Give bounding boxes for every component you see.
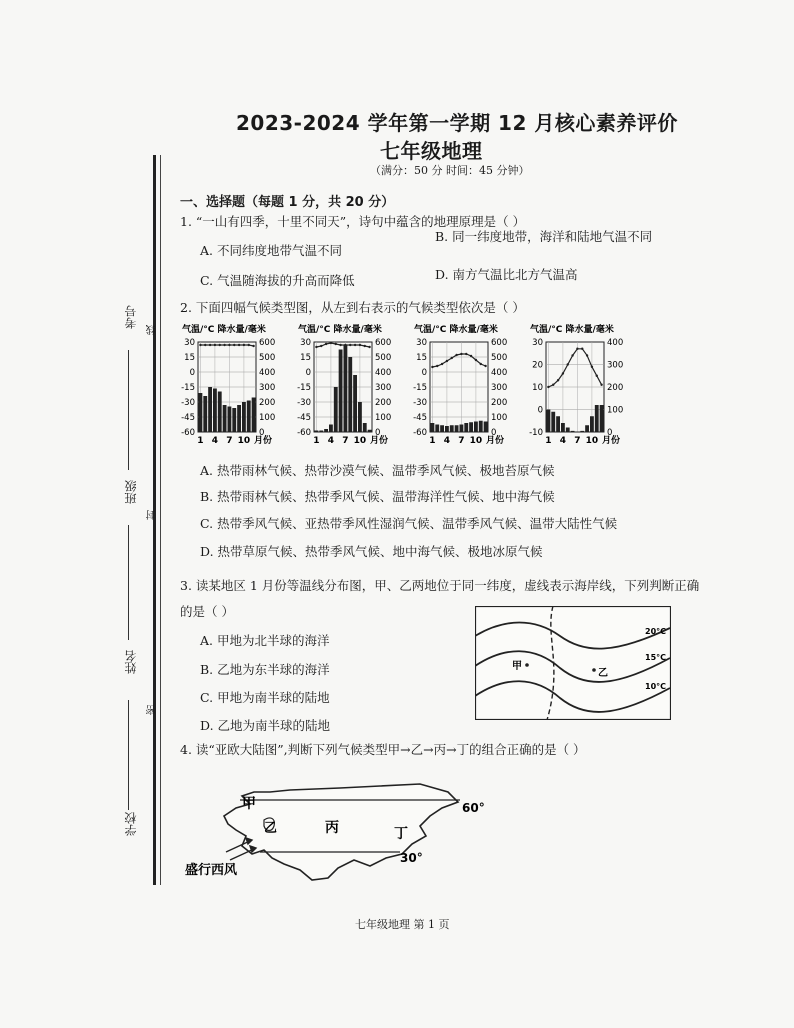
chart-3-ytick-left: 15 (416, 353, 427, 363)
chart-3-precip-bar (464, 423, 468, 432)
chart-2-ytick-left: -60 (297, 428, 311, 438)
chart-4-ytick-left: 10 (532, 383, 543, 393)
binding-line-thick (153, 155, 156, 885)
chart-2-xtick: 1 (313, 436, 320, 446)
chart-1-temp-point (209, 344, 211, 346)
point-yi-label: 乙 (598, 668, 608, 679)
chart-1-temp-point (243, 344, 245, 346)
chart-4-temp-point (547, 386, 549, 388)
chart-4-temp-line (548, 349, 601, 387)
point-jia-label: 甲 (512, 661, 522, 672)
q1-option-c[interactable]: C. 气温随海拔的升高而降低 (200, 273, 355, 288)
q1-option-d[interactable]: D. 南方气温比北方气温高 (435, 267, 578, 282)
iso10-label: 10°C (645, 682, 667, 691)
chart-3-precip-bar (455, 425, 459, 432)
chart-2-precip-bar (348, 357, 352, 432)
chart-2-ytick-left: 0 (305, 368, 311, 378)
chart-2-ytick-left: -45 (297, 413, 311, 423)
chart-2-temp-point (364, 345, 366, 347)
chart-1-temp-point (219, 344, 221, 346)
chart-2-ytick-right: 400 (375, 368, 392, 378)
chart-4-temp-point (591, 366, 593, 368)
chart-2-ytick-right: 200 (375, 398, 392, 408)
point-bing-label: 丙 (325, 820, 339, 836)
chart-1-precip-bar (218, 392, 222, 433)
blank-xingming (128, 700, 129, 810)
chart-4-temp-point (571, 354, 573, 356)
chart-4-ytick-left: -10 (529, 428, 543, 438)
chart-2-temp-line (316, 343, 369, 347)
isotherm-map (475, 606, 671, 720)
chart-3-ytick-right: 0 (491, 428, 497, 438)
chart-1-ytick-left: 30 (184, 338, 195, 348)
chart-3-precip-bar (445, 426, 449, 432)
chart-1-temp-point (204, 344, 206, 346)
chart-4-ytick-right: 200 (607, 383, 624, 393)
eurasia-map (180, 778, 500, 888)
westerly-label: 盛行西风 (185, 863, 238, 878)
chart-1-ytick-left: -30 (181, 398, 195, 408)
chart-1-precip-bar (228, 407, 232, 433)
chart-4-precip-bar (561, 423, 565, 432)
chart-2-temp-point (315, 346, 317, 348)
chart-1-xtick: 4 (211, 436, 219, 446)
chart-2-temp-point (349, 344, 351, 346)
lat60-label: 60° (462, 801, 485, 815)
q3-option-b[interactable]: B. 乙地为东半球的海洋 (200, 662, 330, 677)
chart-1-ytick-right: 300 (259, 383, 276, 393)
q1-stem: 1. “一山有四季，十里不同天”，诗句中蕴含的地理原理是（ ） (180, 214, 526, 229)
q4-stem: 4. 读“亚欧大陆图”,判断下列气候类型甲→乙→丙→丁的组合正确的是（ ） (180, 742, 586, 757)
chart-4-precip-bar (551, 412, 555, 432)
chart-2-ytick-left: -15 (297, 383, 311, 393)
chart-4-temp-point (562, 372, 564, 374)
chart-4-temp-point (596, 375, 598, 377)
chart-1-precip-bar (199, 393, 203, 432)
chart-2-title: 气温/°C 降水量/毫米 (298, 325, 382, 335)
chart-3-temp-line (432, 354, 485, 367)
q1-option-b[interactable]: B. 同一纬度地带，海洋和陆地气温不同 (435, 229, 653, 244)
chart-3-ytick-right: 200 (491, 398, 508, 408)
chart-1-ytick-left: 0 (189, 368, 195, 378)
chart-1-precip-bar (213, 389, 217, 433)
chart-1-ytick-left: -60 (181, 428, 195, 438)
chart-3-ytick-left: 30 (416, 338, 427, 348)
chart-3-xlabel: 月份 (486, 436, 505, 446)
chart-1-temp-point (238, 344, 240, 346)
chart-2-precip-bar (358, 402, 362, 432)
chart-2-temp-point (339, 344, 341, 346)
label-kaohao: 考号 (124, 305, 138, 329)
chart-3-xtick: 10 (469, 436, 483, 446)
chart-4-ytick-left: 30 (532, 338, 543, 348)
chart-4-temp-point (586, 354, 588, 356)
chart-3-ytick-right: 600 (491, 338, 508, 348)
chart-1-precip-bar (237, 405, 241, 432)
chart-2-temp-point (368, 346, 370, 348)
chart-3-ytick-right: 300 (491, 383, 508, 393)
chart-2-precip-bar (319, 431, 323, 433)
chart-4-precip-bar (571, 431, 575, 432)
chart-4-temp-point (567, 363, 569, 365)
chart-1-xtick: 7 (226, 436, 233, 446)
chart-1-ytick-right: 600 (259, 338, 276, 348)
chart-3-ytick-right: 500 (491, 353, 508, 363)
chart-3-title: 气温/°C 降水量/毫米 (414, 325, 498, 335)
q3-option-c[interactable]: C. 甲地为南半球的陆地 (200, 690, 330, 705)
chart-2-precip-bar (329, 425, 333, 433)
chart-4-temp-point (600, 384, 602, 386)
chart-2-precip-bar (363, 423, 367, 432)
chart-1-precip-bar (247, 401, 251, 433)
chart-4-precip-bar (600, 405, 604, 432)
chart-2-temp-point (335, 343, 337, 345)
chart-2-ytick-left: 15 (300, 353, 311, 363)
point-jia-label: 甲 (242, 796, 256, 812)
chart-3-ytick-right: 400 (491, 368, 508, 378)
chart-3-temp-point (455, 354, 457, 356)
chart-4-xtick: 1 (545, 436, 552, 446)
blank-banji (128, 525, 129, 640)
exam-title: 2023-2024 学年第一学期 12 月核心素养评价 (236, 111, 678, 135)
chart-2-temp-point (325, 343, 327, 345)
chart-1-precip-bar (242, 402, 246, 432)
chart-3-ytick-left: -45 (413, 413, 427, 423)
chart-3-precip-bar (469, 422, 473, 432)
chart-1-xtick: 1 (197, 436, 204, 446)
point-ding-label: 丁 (394, 826, 408, 842)
chart-3-ytick-left: -15 (413, 383, 427, 393)
chart-1-temp-point (248, 344, 250, 346)
label-xian: 线 (147, 325, 158, 335)
chart-3-temp-point (436, 365, 438, 367)
label-mi: 密 (147, 705, 158, 715)
chart-3-temp-point (470, 355, 472, 357)
chart-2-precip-bar (324, 429, 328, 432)
chart-4-xtick: 10 (585, 436, 599, 446)
chart-1-temp-point (199, 344, 201, 346)
chart-1-ytick-right: 500 (259, 353, 276, 363)
chart-4-ytick-right: 0 (607, 428, 613, 438)
chart-1-temp-point (214, 344, 216, 346)
chart-2-temp-point (354, 344, 356, 346)
westerly-arrows (226, 838, 256, 860)
chart-3-temp-point (446, 360, 448, 362)
binding-line-thin (160, 155, 161, 885)
chart-4-precip-bar (585, 425, 589, 432)
chart-3-precip-bar (484, 422, 488, 433)
chart-1-precip-bar (208, 387, 212, 432)
chart-2-ytick-right: 600 (375, 338, 392, 348)
chart-4-precip-bar (590, 416, 594, 432)
chart-2-ytick-right: 100 (375, 413, 392, 423)
chart-4-ytick-right: 400 (607, 338, 624, 348)
chart-1-ytick-right: 400 (259, 368, 276, 378)
chart-4-precip-bar (547, 410, 551, 433)
chart-2-temp-point (359, 344, 361, 346)
chart-3-precip-bar (450, 425, 454, 432)
chart-1-precip-bar (223, 405, 227, 432)
chart-2-temp-point (330, 342, 332, 344)
chart-3-precip-bar (460, 425, 464, 433)
chart-3-temp-point (451, 357, 453, 359)
chart-1-precip-bar (232, 408, 236, 432)
chart-1-ytick-right: 200 (259, 398, 276, 408)
chart-4-precip-bar (566, 428, 570, 433)
chart-3-xtick: 7 (458, 436, 465, 446)
q3-option-a[interactable]: A. 甲地为北半球的海洋 (200, 633, 330, 648)
chart-4-precip-bar (595, 405, 599, 432)
label-feng: 封 (147, 510, 158, 520)
lat30-label: 30° (400, 851, 423, 865)
chart-2-xtick: 4 (327, 436, 335, 446)
chart-2-precip-bar (334, 387, 338, 432)
chart-4-temp-point (552, 384, 554, 386)
chart-2-xlabel: 月份 (370, 436, 389, 446)
chart-3-temp-point (475, 359, 477, 361)
climate-charts (178, 320, 648, 455)
chart-2-ytick-right: 500 (375, 353, 392, 363)
chart-4-precip-bar (556, 416, 560, 432)
chart-4-temp-point (557, 379, 559, 381)
chart-3-precip-bar (479, 421, 483, 432)
chart-3-ytick-left: -30 (413, 398, 427, 408)
chart-1-temp-point (223, 344, 225, 346)
chart-4-precip-bar (580, 431, 584, 432)
chart-4-title: 气温/°C 降水量/毫米 (530, 325, 614, 335)
chart-3-xtick: 1 (429, 436, 436, 446)
exam-subject: 七年级地理 (380, 139, 483, 163)
label-banji: 班级 (124, 480, 138, 504)
chart-3-temp-point (484, 365, 486, 367)
q3-option-d[interactable]: D. 乙地为南半球的陆地 (200, 718, 331, 733)
chart-2-precip-bar (344, 345, 348, 432)
chart-1-precip-bar (203, 396, 207, 432)
chart-3-precip-bar (474, 422, 478, 433)
chart-3-ytick-right: 100 (491, 413, 508, 423)
section-heading: 一、选择题（每题 1 分，共 20 分） (180, 195, 395, 210)
chart-2-xtick: 10 (353, 436, 367, 446)
chart-1-ytick-right: 0 (259, 428, 265, 438)
q2-option-b[interactable]: B. 热带雨林气候、热带季风气候、温带海洋性气候、地中海气候 (200, 489, 555, 504)
chart-3-ytick-left: 0 (421, 368, 427, 378)
chart-2-precip-bar (339, 350, 343, 433)
chart-1-ytick-left: 15 (184, 353, 195, 363)
blank-kaohao (128, 350, 129, 470)
chart-2-temp-point (344, 344, 346, 346)
eurasia-outline (224, 784, 458, 880)
page-footer: 七年级地理 第 1 页 (355, 918, 450, 931)
score-info: （满分：50 分 时间：45 分钟） (370, 164, 530, 177)
iso15-label: 15°C (645, 653, 667, 662)
chart-2-precip-bar (315, 431, 319, 433)
q2-option-c[interactable]: C. 热带季风气候、亚热带季风性湿润气候、温带季风气候、温带大陆性气候 (200, 516, 618, 531)
q3-stem-line2: 的是（ ） (180, 604, 234, 619)
chart-4-xlabel: 月份 (602, 436, 621, 446)
chart-3-precip-bar (435, 425, 439, 433)
chart-1-xlabel: 月份 (254, 436, 273, 446)
chart-3-temp-point (480, 363, 482, 365)
iso20-label: 20°C (645, 627, 667, 636)
chart-4-ytick-left: 20 (532, 360, 543, 371)
q2-option-a[interactable]: A. 热带雨林气候、热带沙漠气候、温带季风气候、极地苔原气候 (200, 463, 555, 478)
chart-1-ytick-left: -15 (181, 383, 195, 393)
chart-1-title: 气温/°C 降水量/毫米 (182, 325, 266, 335)
chart-3-temp-point (431, 366, 433, 368)
chart-1-temp-point (233, 344, 235, 346)
chart-4-temp-point (581, 348, 583, 350)
chart-1-ytick-right: 100 (259, 413, 276, 423)
chart-3-precip-bar (440, 425, 444, 432)
chart-2-precip-bar (368, 430, 372, 432)
label-xuexiao: 学校 (124, 812, 138, 836)
chart-2-ytick-left: 30 (300, 338, 311, 348)
chart-2-xtick: 7 (342, 436, 349, 446)
q1-option-a[interactable]: A. 不同纬度地带气温不同 (200, 243, 342, 258)
chart-1-temp-point (228, 344, 230, 346)
chart-2-ytick-right: 300 (375, 383, 392, 393)
q3-stem-line1: 3. 读某地区 1 月份等温线分布图，甲、乙两地位于同一纬度，虚线表示海岸线，下列判断正确 (180, 578, 700, 593)
chart-1-ytick-left: -45 (181, 413, 195, 423)
chart-4-xtick: 4 (559, 436, 567, 446)
chart-1-precip-bar (252, 398, 256, 433)
chart-3-temp-point (441, 363, 443, 365)
chart-4-temp-point (576, 348, 578, 350)
point-yi-label: 乙 (264, 821, 278, 836)
chart-4-ytick-right: 100 (607, 405, 624, 416)
chart-2-temp-point (320, 345, 322, 347)
chart-1-xtick: 10 (237, 436, 251, 446)
chart-3-ytick-left: -60 (413, 428, 427, 438)
label-xingming: 姓名 (124, 650, 138, 674)
chart-3-xtick: 4 (443, 436, 451, 446)
chart-1-temp-point (252, 345, 254, 347)
chart-3-temp-point (460, 353, 462, 355)
chart-2-ytick-right: 0 (375, 428, 381, 438)
chart-1-temp-line (200, 345, 253, 346)
chart-2-ytick-left: -30 (297, 398, 311, 408)
chart-3-precip-bar (431, 423, 435, 432)
chart-2-precip-bar (353, 375, 357, 432)
q2-stem: 2. 下面四幅气候类型图，从左到右表示的气候类型依次是（ ） (180, 300, 525, 315)
chart-4-xtick: 7 (574, 436, 581, 446)
chart-3-temp-point (465, 353, 467, 355)
chart-4-ytick-right: 300 (607, 360, 624, 371)
chart-4-ytick-left: 0 (537, 405, 543, 416)
q2-option-d[interactable]: D. 热带草原气候、热带季风气候、地中海气候、极地冰原气候 (200, 544, 543, 559)
